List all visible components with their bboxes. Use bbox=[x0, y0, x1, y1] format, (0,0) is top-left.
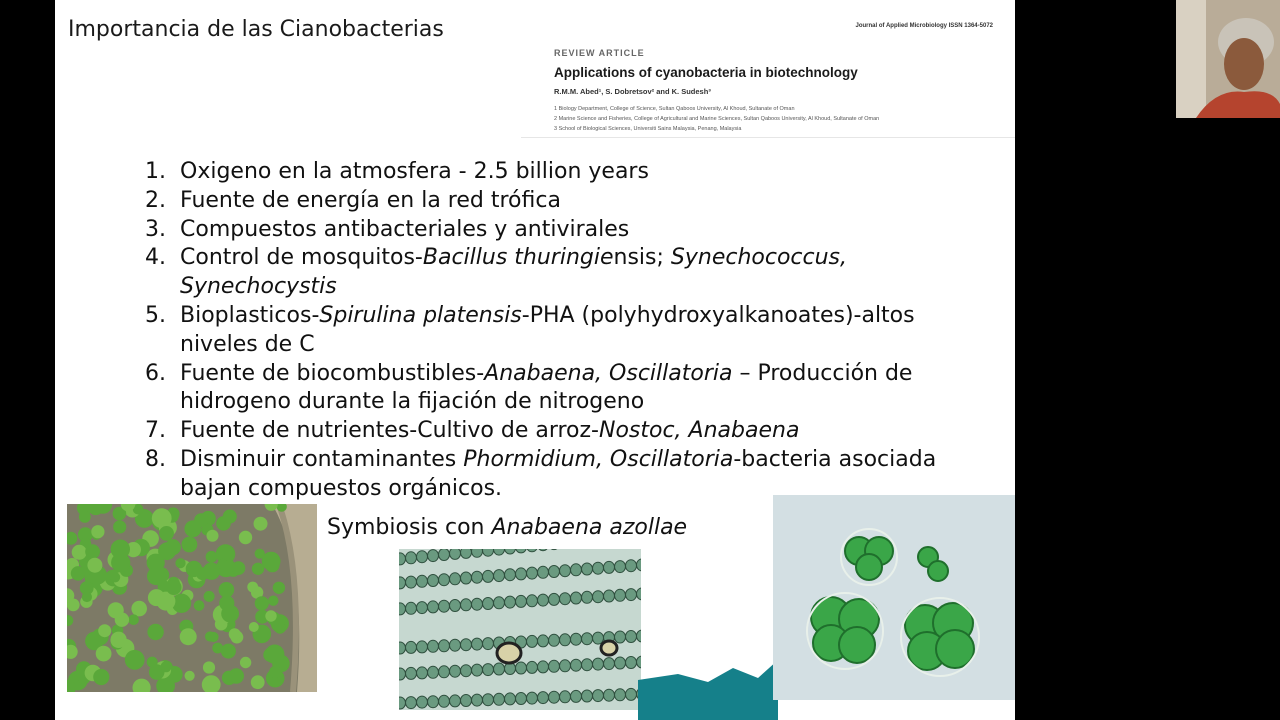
azolla-leaf bbox=[82, 592, 92, 602]
filament-cell bbox=[593, 562, 604, 574]
list-text: Fuente de biocombustibles- bbox=[180, 360, 485, 386]
filament-cell bbox=[399, 668, 406, 680]
azolla-leaf bbox=[247, 582, 258, 593]
filament-cell bbox=[461, 639, 472, 651]
filament-cell bbox=[527, 692, 538, 704]
azolla-leaf bbox=[147, 624, 163, 640]
filament-cell bbox=[450, 573, 461, 585]
filament-cell bbox=[615, 657, 626, 669]
filament-cell bbox=[516, 568, 527, 580]
filament-cell bbox=[461, 695, 472, 707]
webcam-video bbox=[1176, 0, 1280, 118]
azolla-leaf bbox=[204, 591, 215, 602]
filament-cell bbox=[538, 661, 549, 673]
slide-title: Importancia de las Cianobacterias bbox=[68, 17, 444, 42]
filament-cell bbox=[527, 595, 538, 607]
species-name: Nostoc, Anabaena bbox=[599, 418, 800, 444]
filament-cell bbox=[527, 661, 538, 673]
symbiosis-species: Anabaena azollae bbox=[491, 515, 688, 540]
azolla-leaf bbox=[98, 624, 111, 637]
filament-cell bbox=[549, 691, 560, 703]
filament-cell bbox=[582, 659, 593, 671]
importance-list bbox=[145, 158, 975, 504]
azolla-leaf bbox=[273, 582, 285, 594]
azolla-leaf bbox=[268, 596, 278, 606]
filament-cell bbox=[538, 566, 549, 578]
filament-cell bbox=[582, 591, 593, 603]
azolla-leaf bbox=[131, 601, 147, 617]
filament-cell bbox=[472, 638, 483, 650]
filament-cell bbox=[626, 657, 637, 669]
filament-cell bbox=[626, 560, 637, 572]
list-number: 2. bbox=[145, 187, 166, 213]
azolla-leaf bbox=[79, 511, 91, 523]
teal-decoration bbox=[638, 660, 778, 720]
filament-cell bbox=[593, 690, 604, 702]
filament-cell bbox=[527, 567, 538, 579]
filament-cell bbox=[494, 693, 505, 705]
azolla-leaf bbox=[128, 614, 139, 625]
azolla-leaf bbox=[110, 632, 126, 648]
azolla-leaf bbox=[212, 643, 223, 654]
filament-cell bbox=[406, 667, 417, 679]
filament-cell bbox=[516, 662, 527, 674]
azolla-leaf bbox=[203, 563, 220, 580]
filament-cell bbox=[406, 602, 417, 614]
azolla-leaf bbox=[182, 537, 198, 553]
filament-cell bbox=[593, 591, 604, 603]
azolla-leaf bbox=[113, 520, 126, 533]
filament-cell bbox=[571, 633, 582, 645]
azolla-leaf bbox=[222, 671, 236, 685]
paper-title: Applications of cyanobacteria in biotechnology bbox=[554, 65, 858, 80]
filament-cell bbox=[450, 600, 461, 612]
filament-cell bbox=[560, 593, 571, 605]
list-item bbox=[145, 417, 975, 446]
azolla-leaf bbox=[207, 530, 219, 542]
filament-cell bbox=[399, 603, 406, 615]
filament-cell bbox=[399, 553, 406, 565]
filament-cell bbox=[626, 688, 637, 700]
list-number: 8. bbox=[145, 446, 166, 472]
filament-cell bbox=[560, 660, 571, 672]
azolla-leaf bbox=[96, 646, 112, 662]
filament-cell bbox=[527, 635, 538, 647]
filament-cell bbox=[417, 696, 428, 708]
filament-cell bbox=[417, 602, 428, 614]
azolla-leaf bbox=[186, 561, 202, 577]
azolla-leaf bbox=[159, 526, 174, 541]
list-item bbox=[145, 360, 975, 418]
filament-cell bbox=[483, 570, 494, 582]
species-name: Phormidium, Oscillatoria bbox=[463, 446, 734, 472]
azolla-leaf bbox=[251, 675, 265, 689]
colony-micrograph bbox=[773, 495, 1015, 700]
azolla-leaf bbox=[110, 572, 120, 582]
filament-cell bbox=[538, 692, 549, 704]
azolla-leaf bbox=[180, 628, 197, 645]
filament-cell bbox=[549, 593, 560, 605]
azolla-leaf bbox=[91, 525, 104, 538]
filament-cell bbox=[428, 575, 439, 587]
filament-cell bbox=[604, 658, 615, 670]
azolla-leaf bbox=[205, 631, 215, 641]
azolla-leaf bbox=[254, 517, 268, 531]
slide bbox=[55, 0, 1015, 720]
anabaena-micrograph bbox=[399, 549, 641, 710]
filament-cell bbox=[593, 632, 604, 644]
filament-cell bbox=[582, 563, 593, 575]
list-text: -bacteria asociada bajan compuestos orgánicos. bbox=[180, 446, 937, 501]
filament-cell bbox=[560, 691, 571, 703]
filament-cell bbox=[439, 600, 450, 612]
filament-cell bbox=[439, 695, 450, 707]
filament-illustration bbox=[399, 549, 641, 710]
filament-cell bbox=[615, 689, 626, 701]
azolla-leaf bbox=[72, 545, 87, 560]
filament-cell bbox=[406, 697, 417, 709]
filament-cell bbox=[417, 641, 428, 653]
filament-cell bbox=[483, 664, 494, 676]
filament-cell bbox=[538, 635, 549, 647]
filament-cell bbox=[417, 575, 428, 587]
azolla-leaf bbox=[221, 605, 239, 623]
filament-cell bbox=[571, 659, 582, 671]
list-text: Bioplasticos- bbox=[180, 302, 320, 328]
filament-cell bbox=[483, 598, 494, 610]
paper-journal: Journal of Applied Microbiology ISSN 1364-5072 bbox=[855, 23, 993, 29]
filament-cell bbox=[450, 665, 461, 677]
filament-cell bbox=[461, 572, 472, 584]
list-number: 1. bbox=[145, 159, 166, 184]
filament-cell bbox=[406, 641, 417, 653]
filament-cell bbox=[428, 696, 439, 708]
list-text: Oxigeno en la atmosfera - 2.5 billion years bbox=[180, 159, 649, 184]
azolla-leaf bbox=[219, 582, 235, 598]
azolla-leaf bbox=[218, 559, 228, 569]
paper-affiliation: 1 Biology Department, College of Science, Sultan Qaboos University, Al Khoud, Sultanate of Oman bbox=[554, 106, 795, 112]
paper-header-image bbox=[521, 0, 1015, 138]
filament-cell bbox=[428, 550, 439, 562]
list-text: nsis; bbox=[613, 245, 671, 271]
azolla-leaf bbox=[87, 558, 102, 573]
azolla-leaf bbox=[223, 510, 237, 524]
list-number: 7. bbox=[145, 418, 166, 444]
list-text: Disminuir contaminantes bbox=[180, 446, 464, 472]
paper-affiliation: 2 Marine Science and Fisheries, College of Agricultural and Marine Sciences, Sultan Qaboos University, Al Khoud, Sultanate of Oman bbox=[554, 116, 880, 122]
filament-cell bbox=[560, 565, 571, 577]
azolla-leaf bbox=[158, 542, 176, 560]
filament-cell bbox=[604, 689, 615, 701]
list-number: 5. bbox=[145, 302, 166, 328]
symbiosis-prefix: Symbiosis con bbox=[327, 515, 492, 540]
filament-cell bbox=[472, 598, 483, 610]
filament-cell bbox=[571, 592, 582, 604]
azolla-leaf bbox=[161, 661, 172, 672]
filament-cell bbox=[450, 695, 461, 707]
filament-cell bbox=[472, 694, 483, 706]
azolla-photo bbox=[67, 504, 317, 692]
filament-cell bbox=[571, 690, 582, 702]
azolla-illustration bbox=[67, 504, 317, 692]
azolla-leaf bbox=[232, 561, 246, 575]
azolla-leaf bbox=[175, 558, 185, 568]
azolla-leaf bbox=[265, 645, 284, 664]
filament-cell bbox=[428, 640, 439, 652]
filament-cell bbox=[472, 571, 483, 583]
filament-cell bbox=[428, 666, 439, 678]
filament-cell bbox=[450, 639, 461, 651]
azolla-leaf bbox=[265, 610, 276, 621]
paper-affiliation: 3 School of Biological Sciences, Universiti Sains Malaysia, Penang, Malaysia bbox=[554, 126, 742, 132]
azolla-leaf bbox=[147, 657, 158, 668]
list-text: -PHA (polyhydroxyalkanoates)-altos niveles de C bbox=[180, 302, 915, 357]
filament-cell bbox=[399, 577, 406, 589]
presenter-video-illustration bbox=[1176, 0, 1280, 118]
list-number: 3. bbox=[145, 216, 166, 242]
filament-cell bbox=[461, 549, 472, 558]
filament-cell bbox=[615, 589, 626, 601]
azolla-leaf bbox=[255, 596, 269, 610]
filament-cell bbox=[549, 566, 560, 578]
azolla-leaf bbox=[185, 671, 195, 681]
azolla-leaf bbox=[125, 650, 145, 670]
filament-cell bbox=[461, 599, 472, 611]
filament-cell bbox=[483, 694, 494, 706]
list-text: Compuestos antibacteriales y antivirales bbox=[180, 216, 630, 242]
filament-cell bbox=[399, 642, 406, 654]
filament-cell bbox=[582, 690, 593, 702]
filament-cell bbox=[615, 631, 626, 643]
filament-cell bbox=[626, 589, 637, 601]
filament-cell bbox=[417, 551, 428, 563]
filament-cell bbox=[483, 638, 494, 650]
filament-cell bbox=[516, 693, 527, 705]
filament-cell bbox=[560, 634, 571, 646]
filament-cell bbox=[494, 597, 505, 609]
filament-cell bbox=[439, 549, 450, 561]
list-item bbox=[145, 302, 975, 360]
list-item bbox=[145, 244, 975, 302]
species-name: Spirulina platensis bbox=[319, 302, 522, 328]
filament-cell bbox=[538, 594, 549, 606]
filament-cell bbox=[439, 640, 450, 652]
filament-cell bbox=[472, 664, 483, 676]
azolla-leaf bbox=[85, 544, 100, 559]
filament-cell bbox=[494, 570, 505, 582]
list-text: Fuente de energía en la red trófica bbox=[180, 187, 561, 213]
filament-cell bbox=[406, 552, 417, 564]
list-text: Fuente de nutrientes-Cultivo de arroz- bbox=[180, 418, 599, 444]
filament-cell bbox=[483, 549, 494, 556]
azolla-leaf bbox=[147, 567, 165, 585]
filament-cell bbox=[439, 574, 450, 586]
azolla-leaf bbox=[206, 551, 218, 563]
azolla-leaf bbox=[108, 602, 124, 618]
filament-cell bbox=[472, 549, 483, 557]
filament-cell bbox=[505, 693, 516, 705]
azolla-leaf bbox=[203, 661, 215, 673]
azolla-leaf bbox=[262, 552, 281, 571]
species-name: Bacillus thuringie bbox=[422, 245, 614, 271]
filament-cell bbox=[505, 596, 516, 608]
filament-cell bbox=[406, 576, 417, 588]
azolla-leaf bbox=[93, 669, 109, 685]
symbiosis-caption bbox=[327, 515, 687, 540]
filament-cell bbox=[516, 595, 527, 607]
azolla-leaf bbox=[184, 520, 201, 537]
filament-cell bbox=[505, 569, 516, 581]
filament-cell bbox=[417, 667, 428, 679]
azolla-leaf bbox=[221, 644, 236, 659]
list-item bbox=[145, 158, 975, 187]
filament-cell bbox=[428, 601, 439, 613]
list-text: Control de mosquitos- bbox=[180, 245, 423, 271]
list-item bbox=[145, 216, 975, 245]
filament-cell bbox=[461, 665, 472, 677]
azolla-leaf bbox=[111, 553, 130, 572]
list-number: 4. bbox=[145, 245, 166, 271]
azolla-leaf bbox=[229, 628, 241, 640]
filament-cell bbox=[549, 634, 560, 646]
filament-cell bbox=[626, 631, 637, 643]
list-text: – Producción de hidrogeno durante la fijación de nitrogeno bbox=[180, 360, 913, 415]
filament-cell bbox=[593, 658, 604, 670]
filament-cell bbox=[582, 633, 593, 645]
azolla-leaf bbox=[166, 580, 181, 595]
azolla-leaf bbox=[240, 657, 251, 668]
list-number: 6. bbox=[145, 360, 166, 386]
species-name: Anabaena, Oscillatoria bbox=[484, 360, 733, 386]
filament-cell bbox=[450, 549, 461, 559]
list-item bbox=[145, 187, 975, 216]
filament-cell bbox=[604, 561, 615, 573]
azolla-leaf bbox=[249, 622, 259, 632]
colony-illustration bbox=[773, 495, 1015, 700]
azolla-leaf bbox=[239, 531, 252, 544]
filament-cell bbox=[604, 590, 615, 602]
filament-cell bbox=[549, 660, 560, 672]
azolla-leaf bbox=[152, 508, 172, 528]
filament-cell bbox=[439, 666, 450, 678]
filament-cell bbox=[494, 663, 505, 675]
filament-cell bbox=[571, 564, 582, 576]
paper-article-type: REVIEW ARTICLE bbox=[554, 48, 645, 58]
paper-authors: R.M.M. Abed¹, S. Dobretsov² and K. Sudesh³ bbox=[554, 87, 711, 96]
azolla-leaf bbox=[269, 666, 281, 678]
azolla-leaf bbox=[194, 600, 205, 611]
species-name: Synechococcus, Synechocystis bbox=[180, 245, 848, 300]
filament-cell bbox=[615, 561, 626, 573]
filament-cell bbox=[399, 697, 406, 709]
